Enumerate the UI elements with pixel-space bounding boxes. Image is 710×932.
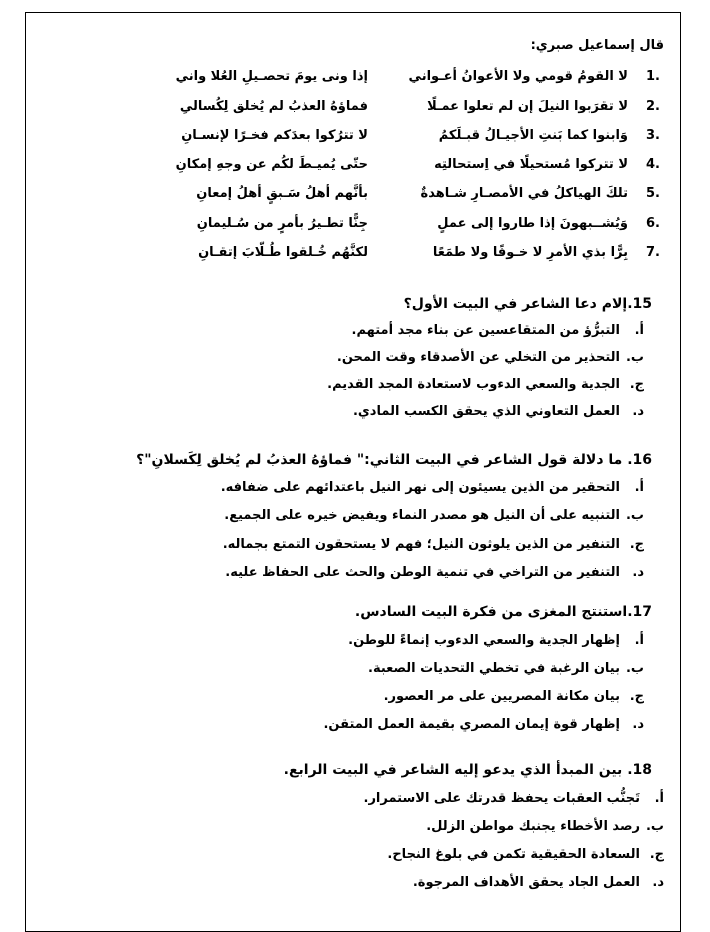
verse-number: 7. [646,245,660,260]
verse-second-hemistich: بأنَّهم أهلُ سَـبقٍ أهلُ إمعانِ [196,186,368,201]
option-text: السعادة الحقيقية تكمن في بلوغ النجاح. [387,847,640,862]
verse-first-hemistich: لا تقرَبوا النيلَ إن لم تعلوا عمـلًا [427,99,628,114]
answer-option[interactable] [353,404,644,419]
verse-second-hemistich: لكنَّهُم خُـلقوا طُـلّابَ إتقـانِ [198,245,368,260]
option-text: التنفير من الذين يلوثون النيل؛ فهم لا يستحقون التمتع بجماله. [222,537,620,552]
option-text: التنفير من التراخي في تنمية الوطن والحث على الحفاظ عليه. [225,565,620,580]
question-title: 16. ما دلالة قول الشاعر في البيت الثاني:" فماؤهُ العذبُ لم يُخلق لِكَسلانِ"؟ [136,452,652,468]
option-text: رصد الأخطاء يجنبك مواطن الزلل. [426,819,640,834]
verse-row [48,157,668,179]
answer-option[interactable] [348,633,644,648]
option-text: العمل الجاد يحقق الأهداف المرجوة. [412,875,640,890]
answer-option[interactable] [384,689,644,704]
answer-option[interactable] [364,791,665,806]
answer-option[interactable] [327,377,644,392]
answer-option[interactable] [223,537,644,552]
verse-row [48,69,668,91]
option-letter: ج. [629,689,644,704]
option-text: التنبيه على أن النيل هو مصدر النماء ويفيض خيره على الجميع. [224,508,620,523]
question-title: 18. بين المبدأ الذي يدعو إليه الشاعر في البيت الرابع. [283,762,652,778]
answer-option[interactable] [225,565,644,580]
verse-first-hemistich: تلكَ الهياكلُ في الأمصـارِ شـاهدةٌ [420,186,628,201]
option-letter: د. [632,404,644,419]
answer-option[interactable] [352,323,644,338]
option-text: التحقير من الذين يسيئون إلى نهر النيل باعتدائهم على ضفافه. [220,480,620,495]
answer-option[interactable] [337,350,644,365]
verse-first-hemistich: وَيُشــبهونَ إذا طاروا إلى عملٍ [437,216,628,231]
option-text: التبرُّؤ من المتقاعسين عن بناء مجد أمتهم. [351,323,620,338]
intro-line: قال إسماعيل صبري: [530,38,664,53]
option-letter: ج. [629,537,644,552]
verse-number: 6. [646,216,660,231]
option-letter: ج. [649,847,664,862]
option-text: العمل التعاوني الذي يحقق الكسب المادي. [352,404,620,419]
verse-number: 5. [646,186,660,201]
answer-option[interactable] [387,847,664,862]
question-title: 17.استنتج المغزى من فكرة البيت السادس. [354,604,652,620]
answer-option[interactable] [221,480,644,495]
option-text: إظهار الجدية والسعي الدءوب إنماءً للوطن. [348,633,620,648]
verse-row [48,245,668,267]
answer-option[interactable] [323,717,644,732]
option-text: بيان مكانة المصريين على مر العصور. [383,689,620,704]
verse-second-hemistich: فماؤهُ العذبُ لم يُخلق لِكُسالىِ [179,99,368,114]
verse-number: 1. [646,69,660,84]
verse-first-hemistich: وَابنوا كما بَنتِ الأجيـالُ قبـلَكمُ [438,128,628,143]
verse-second-hemistich: جِنًّا تطـيرُ بأمرٍ من سُـليمانِ [196,216,368,231]
answer-option[interactable] [224,508,644,523]
option-text: الجدية والسعي الدءوب لاستعادة المجد القديم. [327,377,620,392]
answer-option[interactable] [413,875,664,890]
option-letter: ب. [625,661,644,676]
option-letter: أ. [634,633,644,648]
option-letter: ب. [625,350,644,365]
option-letter: د. [652,875,664,890]
option-letter: د. [632,717,644,732]
verse-row [48,99,668,121]
option-text: التحذير من التخلي عن الأصدقاء وقت المحن. [336,350,620,365]
verse-number: 3. [646,128,660,143]
option-text: إظهار قوة إيمان المصري بقيمة العمل المتقن. [323,717,620,732]
option-letter: ج. [629,377,644,392]
option-letter: د. [632,565,644,580]
option-text: بيان الرغبة في تخطي التحديات الصعبة. [368,661,620,676]
answer-option[interactable] [368,661,644,676]
option-letter: أ. [634,323,644,338]
option-letter: أ. [634,480,644,495]
verse-row [48,216,668,238]
verse-second-hemistich: إذا ونى يومَ تحصـيلِ العُلا واني [175,69,368,84]
question-title: 15.إلام دعا الشاعر في البيت الأول؟ [403,296,652,312]
option-text: تَجنُّب العقبات يحفظ قدرتك على الاستمرار. [363,791,640,806]
verse-first-hemistich: لا القومُ قومي ولا الأعوانُ أعـواني [408,69,628,84]
verse-number: 4. [646,157,660,172]
verse-number: 2. [646,99,660,114]
option-letter: أ. [654,791,664,806]
option-letter: ب. [645,819,664,834]
option-letter: ب. [625,508,644,523]
answer-option[interactable] [426,819,664,834]
verse-row [48,128,668,150]
verse-first-hemistich: لا تتركوا مُستحيلًا في اِستحالتِه [434,157,628,172]
verse-row [48,186,668,208]
verse-second-hemistich: حتّى يُميـطَ لكُم عن وجهِ إمكانِ [175,157,368,172]
verse-second-hemistich: لا تترُكوا بعدَكم فخـرًا لإنسـانِ [181,128,368,143]
verse-first-hemistich: بِرًّا بذي الأمرِ لا خـوفًا ولا طمَعًا [432,245,628,260]
